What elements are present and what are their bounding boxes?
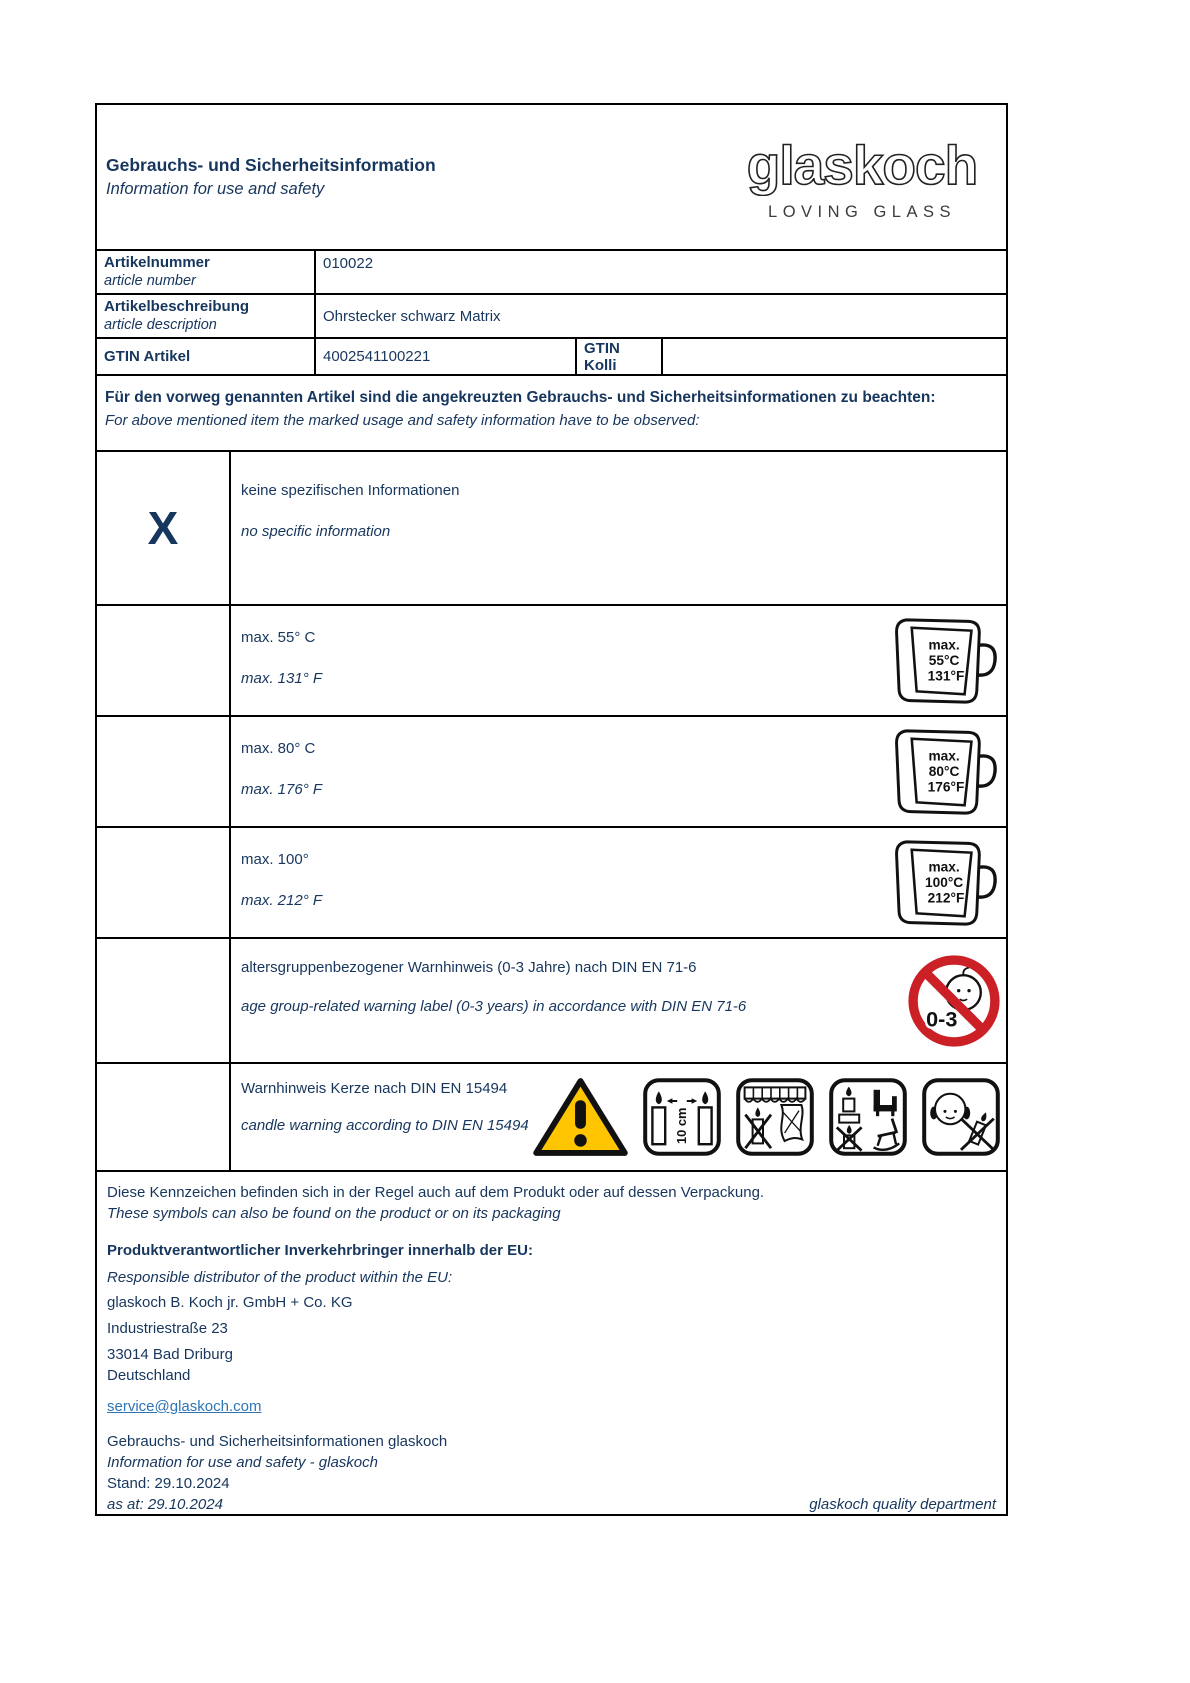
doc-date-en: as at: 29.10.2024 [107,1496,223,1513]
symbol-row-no-specific-info [97,450,1006,604]
article-description-value: Ohrstecker schwarz Matrix [314,295,1006,337]
symbols-note-de: Diese Kennzeichen befinden sich in der Regel auch auf dem Produkt oder auf dessen Verpackung. [107,1184,765,1201]
safety-information-sheet [95,103,1008,1516]
svg-text:0-3: 0-3 [926,1005,958,1031]
row-text-en: candle warning according to DIN EN 15494 [241,1117,529,1134]
article-description-row [97,293,1006,337]
gtin-kolli-label: GTIN Kolli [575,339,661,374]
company-city: 33014 Bad Driburg [107,1346,233,1363]
row-text-en: max. 131° F [241,670,323,687]
candle-distance-10cm-icon [642,1077,722,1157]
glaskoch-logo [736,138,988,222]
row-text-en: no specific information [241,523,391,540]
gtin-row [97,337,1006,374]
row-text-de: max. 100° [241,851,309,868]
row-text-de: max. 80° C [241,740,316,757]
svg-text:max. 80°C: max. 80°C 176°F [927,747,965,795]
checkbox-mark [97,717,231,826]
symbol-row-max-80c [97,715,1006,826]
warning-triangle-icon [532,1075,629,1159]
symbol-row-age-warning [97,937,1006,1062]
notice-block [97,374,1006,450]
svg-text:max. 55°C: max. 55°C 131°F [927,636,965,684]
company-street: Industriestraße 23 [107,1320,228,1337]
company-country: Deutschland [107,1367,191,1384]
email-link[interactable]: service@glaskoch.com [107,1398,262,1415]
article-description-label: Artikelbeschreibung article description [104,298,250,333]
notice-en: For above mentioned item the marked usage and safety information have to be observed: [105,412,700,429]
row-text-de: keine spezifischen Informationen [241,482,460,499]
candle-children-icon [921,1077,1001,1157]
symbols-note-en: These symbols can also be found on the product or on its packaging [107,1205,561,1222]
page-title-en: Information for use and safety [106,180,325,198]
company-name: glaskoch B. Koch jr. GmbH + Co. KG [107,1294,353,1311]
checkbox-mark: X [97,452,231,604]
symbol-row-max-100c [97,826,1006,937]
gtin-article-label: GTIN Artikel [104,348,191,365]
gtin-article-value: 4002541100221 [314,339,575,374]
checkbox-mark [97,939,231,1062]
doc-name-de: Gebrauchs- und Sicherheitsinformationen glaskoch [107,1433,448,1450]
checkbox-mark [97,606,231,715]
age-warning-0-3-icon [907,954,1001,1048]
quality-department: glaskoch quality department [809,1496,996,1513]
candle-furniture-icon [828,1077,908,1157]
svg-text:glaskoch: glaskoch [746,138,978,196]
header [97,105,1006,249]
gtin-kolli-value [661,339,1006,374]
glaskoch-logo-icon [736,138,988,196]
mug-max-temp-icon [891,726,1001,818]
mug-max-temp-icon [891,837,1001,929]
logo-tagline: LOVING GLASS [768,203,956,221]
article-number-value: 010022 [314,251,1006,293]
distributor-heading-de: Produktverantwortlicher Inverkehrbringer innerhalb der EU: [107,1242,533,1259]
footer [97,1170,1006,1516]
candle-near-flammables-icon [735,1077,815,1157]
row-text-de: max. 55° C [241,629,316,646]
checkbox-mark [97,1064,231,1170]
doc-name-en: Information for use and safety - glaskoch [107,1454,378,1471]
notice-de: Für den vorweg genannten Artikel sind die angekreuzten Gebrauchs- und Sicherheitsinformationen zu beachten: [105,389,936,406]
article-number-row [97,249,1006,293]
distributor-heading-en: Responsible distributor of the product within the EU: [107,1269,453,1286]
symbol-row-candle-warning [97,1062,1006,1170]
svg-text:max. 100°C: max. 100°C 212°F [924,858,965,906]
checkbox-mark [97,828,231,937]
row-text-en: max. 212° F [241,892,323,909]
row-text-de: altersgruppenbezogener Warnhinweis (0-3 Jahre) nach DIN EN 71-6 [241,959,697,976]
row-text-de: Warnhinweis Kerze nach DIN EN 15494 [241,1080,508,1097]
mug-max-temp-icon [891,615,1001,707]
svg-text:10 cm: 10 cm [674,1107,689,1144]
article-number-label: Artikelnummer article number [104,254,210,289]
row-text-en: max. 176° F [241,781,323,798]
page-title-de: Gebrauchs- und Sicherheitsinformation [106,155,436,175]
symbol-row-max-55c [97,604,1006,715]
doc-date-de: Stand: 29.10.2024 [107,1475,230,1492]
row-text-en: age group-related warning label (0-3 years) in accordance with DIN EN 71-6 [241,998,747,1015]
title-block [106,155,436,199]
